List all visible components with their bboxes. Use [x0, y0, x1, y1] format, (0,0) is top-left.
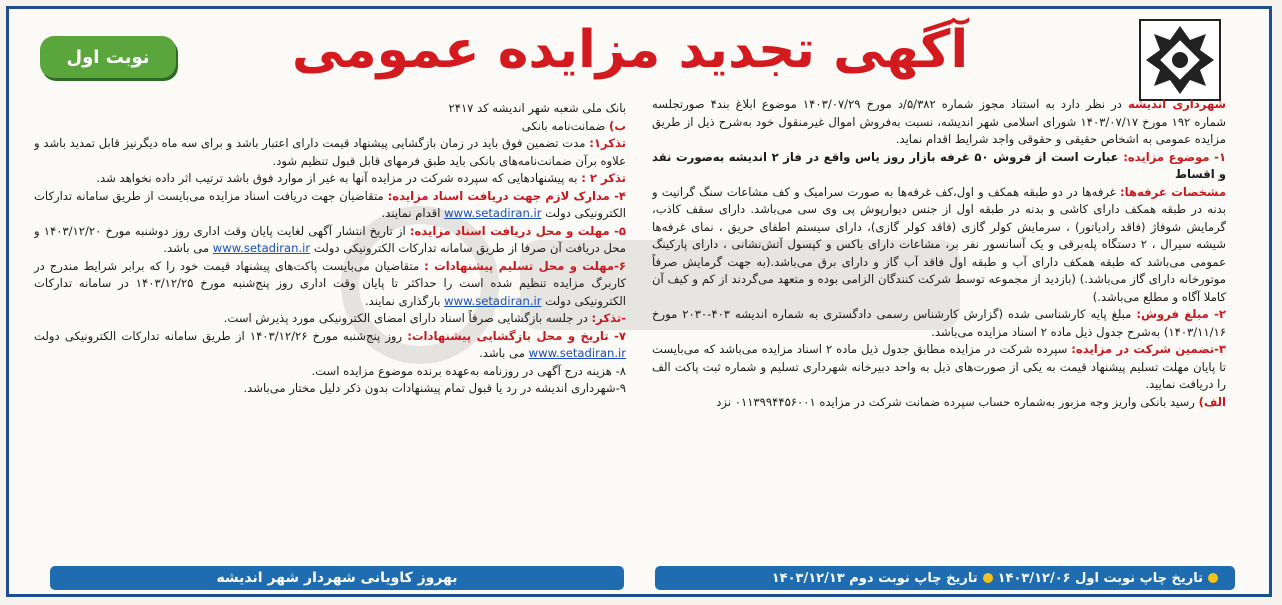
- mayor-signature-bar: بهروز کاویانی شهردار شهر اندیشه: [50, 566, 624, 590]
- section-4: ۴- مدارک لازم جهت دریافت اسناد مزایده: متقاضیان جهت دریافت اسناد مزایده می‌بایست از طریق سامانه تدارکات الکترونیکی دولت www.setadiran.ir اقدام نمایند.: [34, 188, 626, 220]
- note-signature: -تذکر: در جلسه بازگشایی صرفاً اسناد دارای امضای الکترونیکی مورد پذیرش است.: [223, 311, 626, 325]
- bullet-icon: [1208, 573, 1218, 583]
- section-9: ۹-شهرداری اندیشه در رد یا قبول تمام پیشنهادات بدون ذکر دلیل مختار می‌باشد.: [243, 381, 626, 395]
- print-dates-bar: [655, 566, 1235, 590]
- section-specs: مشخصات غرفه‌ها: غرفه‌ها در دو طبقه همکف و اول،کف غرفه‌ها به صورت سرامیک و کف مشاعات سنگ گرانیت و بدنه در طبقه همکف دارای کاشی و بدنه در طبقه اول از جنس دیوارپوش پی وی سی می‌باشد. دارای سقف کاذب، گرمایش شوفاژ (فاقد رادیاتور) ، سرمایش کولر گازی (فاقد کولر گازی)، دارای سیستم اطفای حریق ، نمای غرفه‌ها شیشه سیرال ، ۲ دستگاه پله‌برقی و یک آسانسور نفر بر، مشاعات دارای باکس و کپسول آتش‌نشانی ، دارای پارکینگ عمومی می‌باشد که طبقه همکف دارای آب و طبقه اول فاقد آب گاز و دارای برق می‌باشد.(به جهت گرمایش صرفاً موتورخانه دارای گاز می‌باشد.) (بازدید از مجموعه توسط شرکت کنندگان الزامی بوده و متعهد می‌گردند از کم و کیف آن کاملا آگاه و مطلع می‌باشد.): [652, 184, 1226, 304]
- section-subject: ۱- موضوع مزایده: عبارت است از فروش ۵۰ غرفه بازار روز یاس واقع در فاز ۲ اندیشه به‌صورت نقد و اقساط: [652, 149, 1226, 181]
- section-price: ۲- مبلغ فروش: مبلغ پایه کارشناسی شده (گزارش کارشناس رسمی دادگستری به شماره اندیشه ۴۰۳-۲۰۳۰ مورخ ۱۴۰۳/۱۱/۱۶) به‌شرح جدول ذیل ماده ۲ اسناد مزایده می‌باشد.: [652, 307, 1226, 339]
- bullet-icon: [983, 573, 993, 583]
- right-column: [652, 96, 1226, 561]
- note-2: تذکر ۲ : به پیشنهادهایی که سپرده شرکت در مزایده آنها به غیر از موارد فوق باشد ترتیب اثر داده نخواهد شد.: [96, 171, 626, 185]
- intro-paragraph: شهرداری اندیشه در نظر دارد به استناد مجوز شماره ۵/۳۸۲/د مورخ ۱۴۰۳/۰۷/۲۹ موضوع ابلاغ بند۴ صورتجلسه شماره ۱۹۲ مورخ ۱۴۰۳/۰۷/۱۷ شورای اسلامی شهر اندیشه، نسبت به‌فروش اموال غیرمنقول خود به‌شرح ذیل از طریق مزایده عمومی به اشخاص حقیقی و حقوقی واجد شرایط اقدام نماید.: [652, 97, 1226, 146]
- municipality-logo-icon: [1138, 18, 1222, 102]
- left-column: [34, 100, 626, 560]
- setadiran-link[interactable]: www.setadiran.ir: [212, 241, 311, 255]
- section-guarantee: ۳-تضمین شرکت در مزایده: سپرده شرکت در مزایده مطابق جدول ذیل ماده ۲ اسناد مزایده می‌باشد که می‌بایست تا پایان مهلت تسلیم پیشنهاد قیمت به یکی از صورت‌های ذیل به واحد دبیرخانه شهرداری تسلیم و شماره ثبت پاکت الف را دریافت نمایید.: [652, 342, 1226, 391]
- section-6: ۶-مهلت و محل تسلیم پیشنهادات : متقاضیان می‌بایست پاکت‌های پیشنهاد قیمت خود را که برابر شرایط مندرج در کاربرگ مزایده تنظیم شده است را حداکثر تا پایان وقت اداری روز پنج‌شنبه مورخ ۱۴۰۳/۱۲/۲۵ در سامانه تدارکات الکترونیکی دولت www.setadiran.ir بارگذاری نمایند.: [34, 258, 626, 308]
- section-5: ۵- مهلت و محل دریافت اسناد مزایده: از تاریخ انتشار آگهی لغایت پایان وقت اداری روز دوشنبه مورخ ۱۴۰۳/۱۲/۲۰ و محل دریافت آن صرفا از طریق سامانه تدارکات الکترونیکی دولت www.setadiran.ir می باشد.: [34, 223, 626, 255]
- round-badge: نوبت اول: [40, 36, 176, 78]
- bank-line: بانک ملی شعبه شهر اندیشه کد ۲۴۱۷: [448, 101, 626, 115]
- note-1: تذکر۱: مدت تضمین فوق باید در زمان بازگشایی پیشنهاد قیمت دارای اعتبار باشد و برای سه ماه دیگرنیز قابل تمدید باشد و علاوه برآن ضمانت‌نامه‌های بانکی باید طبق فرمهای قابل قبول تنظیم شود.: [34, 136, 626, 168]
- section-7: ۷- تاریخ و محل بازگشایی پیشنهادات: روز پنج‌شنبه مورخ ۱۴۰۳/۱۲/۲۶ از طریق سامانه تدارکات الکترونیکی دولت www.setadiran.ir می باشد.: [34, 328, 626, 360]
- section-be: ب) ضمانت‌نامه بانکی: [521, 118, 626, 133]
- setadiran-link[interactable]: www.setadiran.ir: [444, 293, 542, 308]
- section-8: ۸- هزینه درج آگهی در روزنامه به‌عهده برنده موضوع مزایده است.: [311, 363, 626, 378]
- setadiran-link[interactable]: www.setadiran.ir: [528, 346, 626, 360]
- section-alef: الف) رسید بانکی واریز وجه مزبور به‌شماره حساب سپرده ضمانت شرکت در مزایده ۰۱۱۳۹۹۴۴۵۶۰۰۱ نزد: [716, 394, 1226, 409]
- print-date-1: تاریخ چاپ نوبت اول ۱۴۰۳/۱۲/۰۶: [997, 570, 1203, 586]
- setadiran-link[interactable]: www.setadiran.ir: [444, 206, 542, 220]
- page-title: آگهی تجدید مزایده عمومی: [291, 20, 969, 80]
- print-date-2: تاریخ چاپ نوبت دوم ۱۴۰۳/۱۲/۱۳: [771, 570, 978, 586]
